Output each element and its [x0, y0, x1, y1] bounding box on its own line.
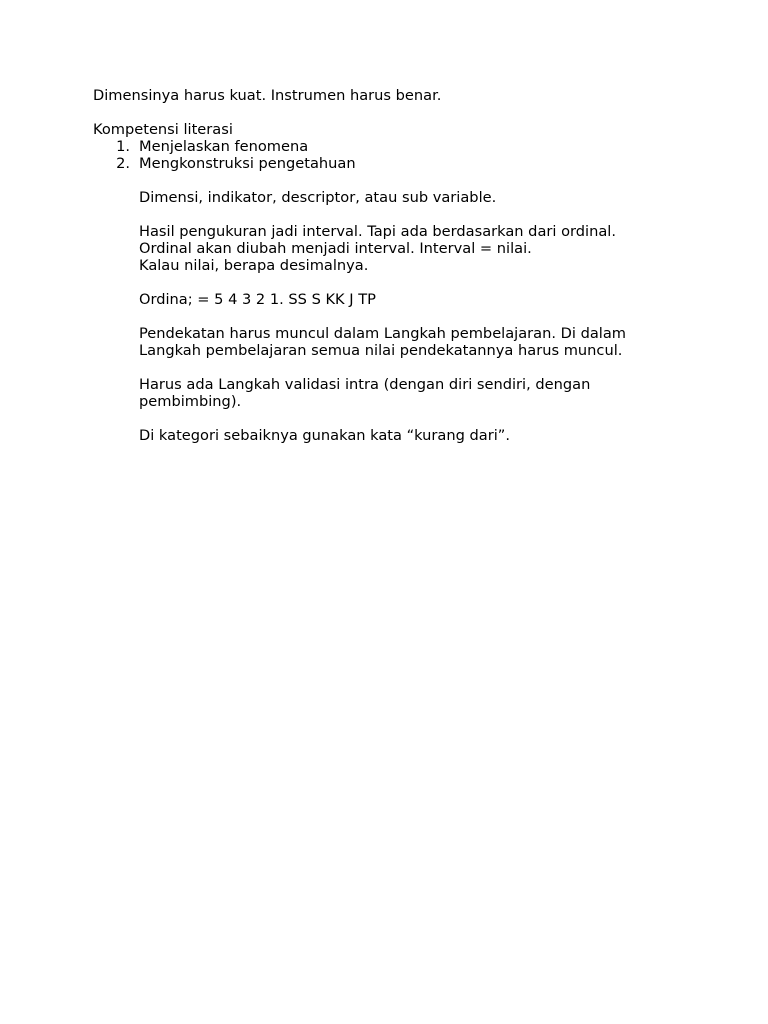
paragraph-line: Ordinal akan diubah menjadi interval. Interval = nilai.: [139, 240, 532, 257]
paragraph-line: Dimensi, indikator, descriptor, atau sub variable.: [139, 189, 497, 206]
paragraph-line: Kalau nilai, berapa desimalnya.: [139, 257, 369, 274]
paragraph-line: Hasil pengukuran jadi interval. Tapi ada berdasarkan dari ordinal.: [139, 223, 616, 240]
paragraph-line: Di kategori sebaiknya gunakan kata “kurang dari”.: [139, 427, 510, 444]
intro-line: Dimensinya harus kuat. Instrumen harus benar.: [93, 87, 442, 104]
paragraph-line: Pendekatan harus muncul dalam Langkah pembelajaran. Di dalam: [139, 325, 626, 342]
paragraph-line: Ordina; = 5 4 3 2 1. SS S KK J TP: [139, 291, 376, 308]
list-item-text: Mengkonstruksi pengetahuan: [139, 155, 356, 172]
list-item-text: Menjelaskan fenomena: [139, 138, 309, 155]
paragraph-line: Langkah pembelajaran semua nilai pendekatannya harus muncul.: [139, 342, 623, 359]
paragraph-line: Harus ada Langkah validasi intra (dengan diri sendiri, dengan: [139, 376, 591, 393]
list-item-marker: 2.: [116, 155, 130, 172]
list-item-marker: 1.: [116, 138, 130, 155]
list-heading: Kompetensi literasi: [93, 121, 233, 138]
paragraph-line: pembimbing).: [139, 393, 242, 410]
